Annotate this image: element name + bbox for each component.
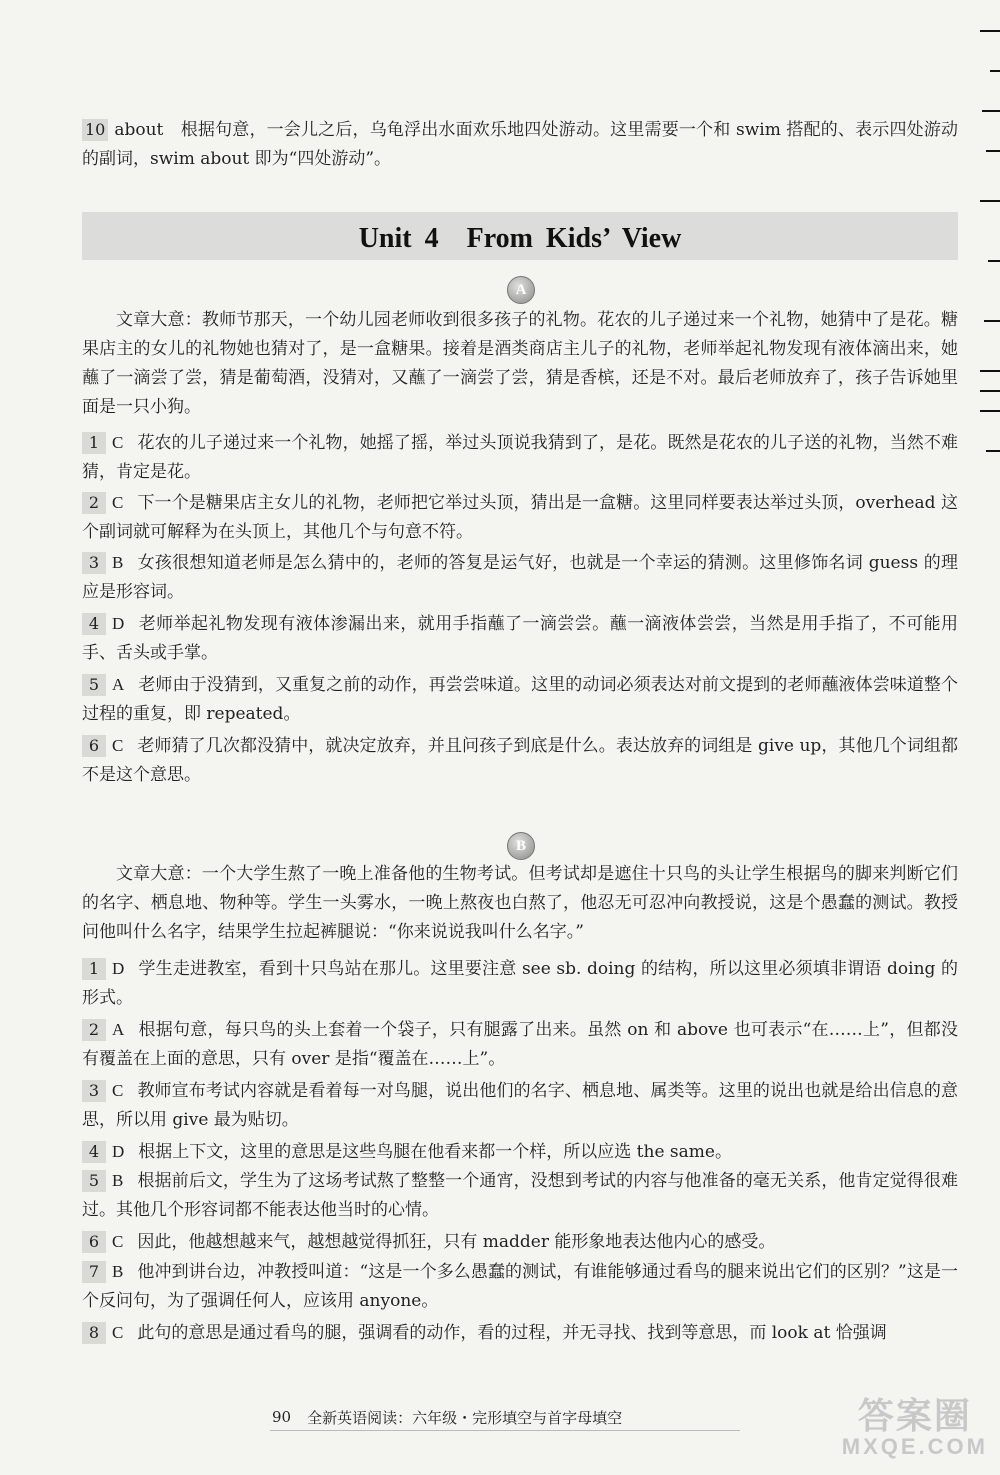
item-number: 1 [82,958,106,980]
answer-item [82,954,958,1013]
answer-item-top [82,116,958,174]
item-text: 女孩很想知道老师是怎么猜中的，老师的答复是运气好，也就是一个幸运的猜测。这里修饰名词 guess 的理应是形容词。 [82,553,958,602]
item-answer: D [112,614,125,633]
item-answer: A [112,675,125,694]
answer-item [82,1257,958,1316]
item-number: 1 [82,432,106,454]
page-number: 90 [272,1408,292,1426]
answer-item [82,670,958,729]
item-number: 8 [82,1322,106,1344]
item-text: 此句的意思是通过看鸟的腿，强调看的动作，看的过程，并无寻找、找到等意思，而 look at 恰强调 [137,1323,887,1343]
item-answer: B [112,1262,124,1281]
answer-item [82,731,958,790]
watermark-line1: 答案圈 [857,1395,972,1436]
page-footer [272,1404,622,1430]
scan-edge-marks [976,0,1000,500]
item-text: 根据句意，每只鸟的头上套着一个袋子，只有腿露了出来。虽然 on 和 above 也可表示“在……上”，但都没有覆盖在上面的意思，只有 over 是指“覆盖在……上”。 [82,1020,958,1069]
book-title: 全新英语阅读：六年级・完形填空与首字母填空 [307,1408,623,1427]
item-text: 老师猜了几次都没猜中，就决定放弃，并且问孩子到底是什么。表达放弃的词组是 give up，其他几个词组都不是这个意思。 [82,736,958,785]
item-number: 10 [82,119,108,141]
item-number: 5 [82,674,106,696]
item-text: 根据前后文，学生为了这场考试熬了整整一个通宵，没想到考试的内容与他准备的毫无关系，他肯定觉得很难过。其他几个形容词都不能表达他当时的心情。 [82,1171,958,1220]
item-answer: C [112,433,124,452]
item-text: about 根据句意，一会儿之后，乌龟浮出水面欢乐地四处游动。这里需要一个和 swim 搭配的、表示四处游动的副词，swim about 即为“四处游动”。 [82,120,958,169]
item-text: 花农的儿子递过来一个礼物，她摇了摇，举过头顶说我猜到了，是花。既然是花农的儿子送的礼物，当然不难猜，肯定是花。 [82,433,958,482]
answer-item [82,488,958,547]
item-answer: B [112,553,124,572]
watermark-logo [841,1395,988,1459]
item-text: 老师举起礼物发现有液体渗漏出来，就用手指蘸了一滴尝尝。蘸一滴液体尝尝，当然是用手指了，不可能用手、舌头或手掌。 [82,614,958,663]
answer-item [82,1015,958,1074]
answer-item [82,1166,958,1225]
item-answer: C [112,1232,124,1251]
item-text: 根据上下文，这里的意思是这些鸟腿在他看来都一个样，所以应选 the same。 [138,1142,732,1162]
item-text: 下一个是糖果店主女儿的礼物，老师把它举过头顶，猜出是一盒糖。这里同样要表达举过头顶，overhead 这个副词就可解释为在头顶上，其他几个与句意不符。 [82,493,958,542]
answer-item [82,609,958,668]
section-a-badge: A [507,276,535,304]
item-number: 2 [82,1019,106,1041]
answer-item [82,548,958,607]
answer-item [82,1318,958,1348]
item-answer: A [112,1020,125,1039]
item-number: 6 [82,1231,106,1253]
answer-item [82,1227,958,1257]
item-answer: C [112,493,124,512]
section-a-summary: 文章大意：教师节那天，一个幼儿园老师收到很多孩子的礼物。花农的儿子递过来一个礼物，她猜中了是花。糖果店主的女儿的礼物她也猜对了，是一盒糖果。接着是酒类商店主儿子的礼物，老师举起礼物发现有液体滴出来，她蘸了一滴尝了尝，猜是葡萄酒，没猜对，又蘸了一滴尝了尝，猜是香槟，还是不对。最后老师放弃了，孩子告诉她里面是一只小狗。 [82,310,958,417]
item-text: 因此，他越想越来气，越想越觉得抓狂，只有 madder 能形象地表达他内心的感受。 [137,1232,776,1252]
answer-item [82,1137,958,1167]
section-b-badge: B [507,832,535,860]
item-number: 4 [82,613,106,635]
item-number: 3 [82,1080,106,1102]
answer-item [82,1076,958,1135]
item-number: 6 [82,735,106,757]
item-answer: C [112,1081,124,1100]
item-text: 教师宣布考试内容就是看着每一对鸟腿，说出他们的名字、栖息地、属类等。这里的说出也就是给出信息的意思，所以用 give 最为贴切。 [82,1081,958,1130]
item-number: 5 [82,1170,106,1192]
item-number: 3 [82,552,106,574]
item-number: 4 [82,1141,106,1163]
item-text: 学生走进教室，看到十只鸟站在那儿。这里要注意 see sb. doing 的结构，所以这里必须填非谓语 doing 的形式。 [82,959,958,1008]
item-answer: D [112,959,125,978]
item-number: 2 [82,492,106,514]
item-answer: C [112,736,124,755]
section-b-summary: 文章大意：一个大学生熬了一晚上准备他的生物考试。但考试却是遮住十只鸟的头让学生根据鸟的脚来判断它们的名字、栖息地、物种等。学生一头雾水，一晚上熬夜也白熬了，他忍无可忍冲向教授说，这是个愚蠢的测试。教授问他叫什么名字，结果学生拉起裤腿说：“你来说说我叫什么名字。” [82,864,958,942]
answer-item [82,428,958,487]
item-text: 老师由于没猜到，又重复之前的动作，再尝尝味道。这里的动词必须表达对前文提到的老师蘸液体尝味道整个过程的重复，即 repeated。 [82,675,958,724]
unit-title: Unit 4 From Kids’ View [82,212,958,260]
watermark-line2: MXQE.COM [841,1434,988,1459]
item-number: 7 [82,1261,106,1283]
item-answer: D [112,1142,125,1161]
item-answer: B [112,1171,124,1190]
item-answer: C [112,1323,124,1342]
footer-divider [270,1430,740,1431]
item-text: 他冲到讲台边，冲教授叫道：“这是一个多么愚蠢的测试，有谁能够通过看鸟的腿来说出它们的区别？”这是一个反问句，为了强调任何人，应该用 anyone。 [82,1262,958,1311]
